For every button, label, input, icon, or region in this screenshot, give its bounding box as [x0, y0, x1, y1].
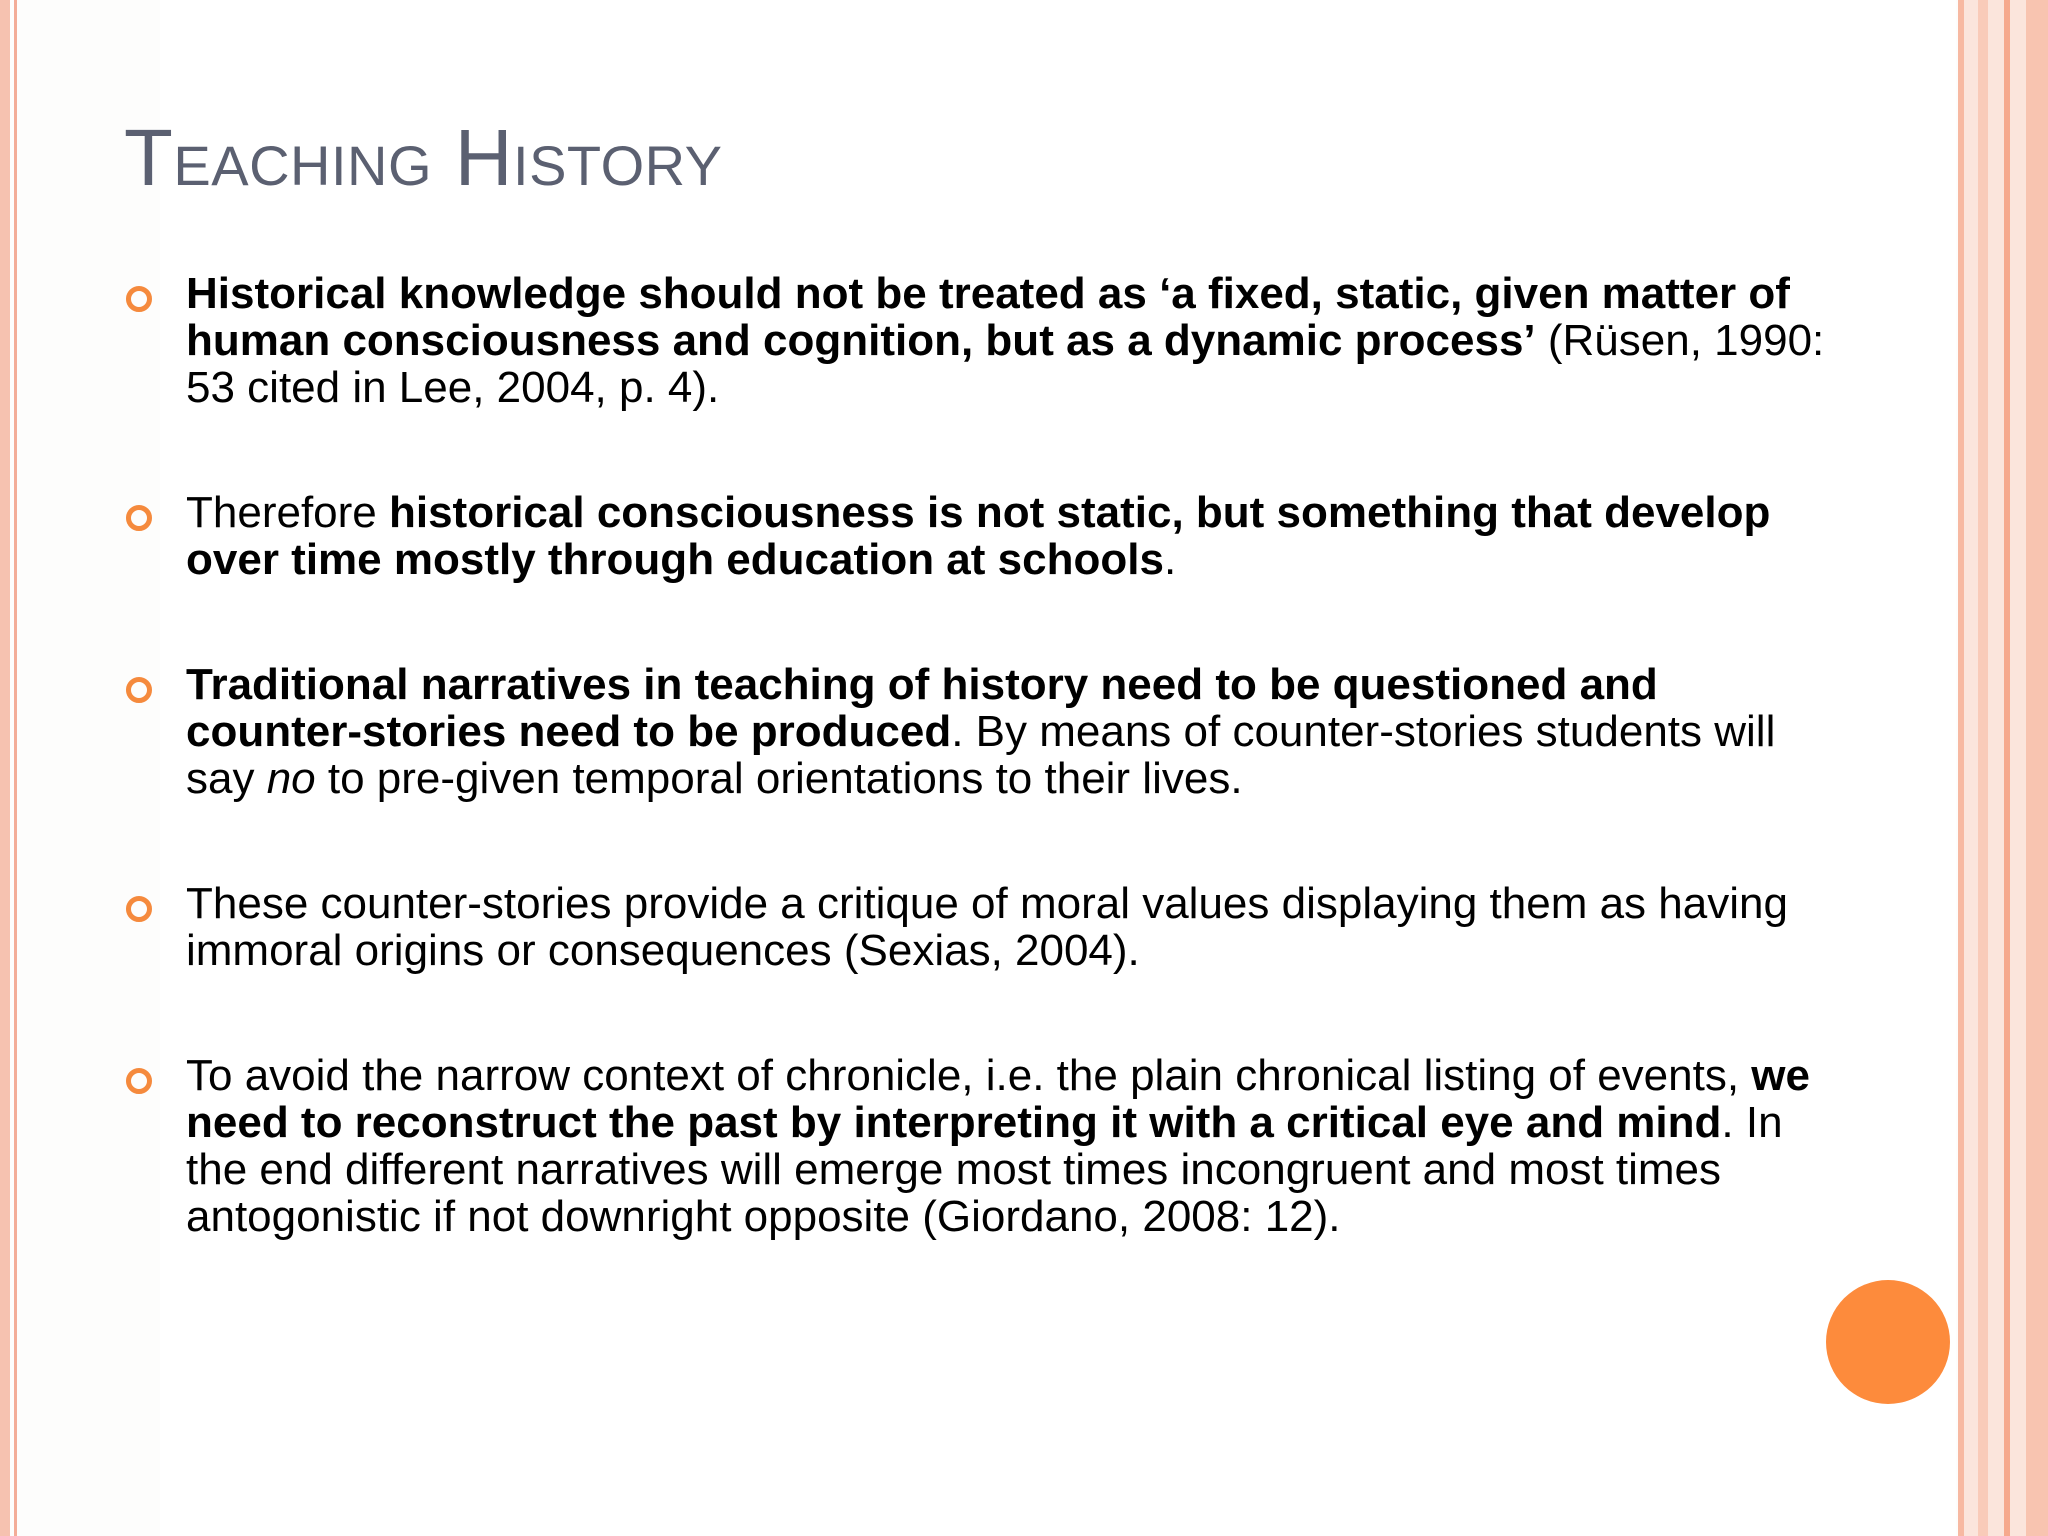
right-stripe: [1958, 0, 1964, 1536]
bullet-text-segment: no: [266, 754, 316, 803]
bullet-item: [124, 880, 1844, 974]
bullet-text-segment: Historical knowledge should not be treated as ‘a fixed, static, given matter of human consciousness and cognition, but as a dynamic process’: [186, 269, 1790, 365]
slide-title: Teaching History: [124, 113, 723, 202]
bullet-text-segment: These counter-stories provide a critique of moral values displaying them as having immoral origins or consequences (Sexias, 2004).: [186, 879, 1788, 975]
bullet-ring-icon: [126, 505, 152, 531]
left-border-band: [0, 0, 10, 1536]
left-border-line: [14, 0, 17, 1536]
bullet-text-segment: . By means of counter-stories students will say: [186, 707, 1776, 803]
bullet-item: [124, 489, 1844, 583]
bullet-text-segment: (Rüsen, 1990: 53 cited in Lee, 2004, p. 4).: [186, 316, 1825, 412]
bullet-text-segment: historical consciousness is not static, but something that develop over time mostly through education at schools: [186, 488, 1771, 584]
bullet-text-segment: Therefore: [186, 488, 389, 537]
bullet-item: [124, 661, 1844, 802]
bullet-text-segment: we need to reconstruct the past by interpreting it with a critical eye and mind: [186, 1051, 1810, 1147]
right-stripe: [1978, 0, 1988, 1536]
orange-circle-decoration: [1826, 1280, 1950, 1404]
bullet-ring-icon: [126, 286, 152, 312]
bullet-list: [124, 270, 1844, 1318]
bullet-ring-icon: [126, 677, 152, 703]
bullet-text-segment: .: [1163, 535, 1177, 584]
bullet-item: [124, 270, 1844, 411]
bullet-text-segment: . In the end different narratives will emerge most times incongruent and most times antogonistic if not downright opposite (Giordano, 2008: 12).: [186, 1098, 1783, 1241]
bullet-text-segment: To avoid the narrow context of chronicle, i.e. the plain chronical listing of events,: [186, 1051, 1752, 1100]
bullet-ring-icon: [126, 896, 152, 922]
bullet-text-segment: to pre-given temporal orientations to their lives.: [315, 754, 1243, 803]
right-stripe: [2026, 0, 2048, 1536]
bullet-ring-icon: [126, 1068, 152, 1094]
right-stripe: [2004, 0, 2010, 1536]
bullet-item: [124, 1052, 1844, 1240]
bullet-text-segment: Traditional narratives in teaching of history need to be questioned and counter-stories need to be produced: [186, 660, 1658, 756]
